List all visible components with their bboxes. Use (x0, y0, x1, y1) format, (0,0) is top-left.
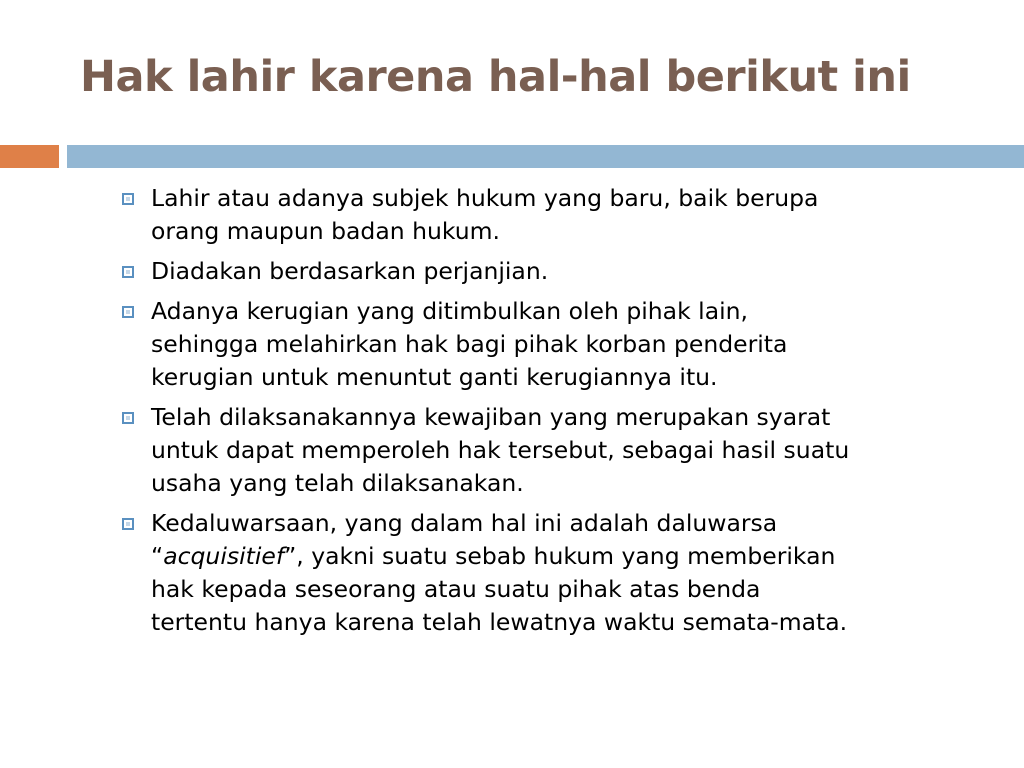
item-text-line: Diadakan berdasarkan perjanjian. (151, 257, 549, 285)
item-text-line: Lahir atau adanya subjek hukum yang baru, baik berupa (151, 184, 819, 212)
item-text-line: Telah dilaksanakannya kewajiban yang merupakan syarat (151, 403, 831, 431)
accent-bar-orange (0, 145, 59, 168)
list-item (118, 295, 978, 394)
slide-title: Hak lahir karena hal-hal berikut ini (80, 52, 911, 102)
item-text-line: Adanya kerugian yang ditimbulkan oleh pihak lain, (151, 297, 748, 325)
item-text-line: Kedaluwarsaan, yang dalam hal ini adalah daluwarsa (151, 509, 778, 537)
square-bullet-icon (122, 193, 134, 205)
list-item (118, 401, 978, 500)
item-text-line-quoted (151, 540, 978, 573)
item-text-line: tertentu hanya karena telah lewatnya waktu semata-mata. (151, 608, 848, 636)
accent-bar-blue (67, 145, 1024, 168)
italic-term: acquisitief (163, 542, 285, 570)
item-text-line: hak kepada seseorang atau suatu pihak atas benda (151, 575, 761, 603)
list-item (118, 507, 978, 639)
quote-open: “ (151, 542, 164, 570)
item-text-line: orang maupun badan hukum. (151, 217, 501, 245)
bullet-list (118, 182, 978, 646)
square-bullet-icon (122, 266, 134, 278)
item-text-line: untuk dapat memperoleh hak tersebut, sebagai hasil suatu (151, 436, 850, 464)
item-text-line: usaha yang telah dilaksanakan. (151, 469, 524, 497)
list-item (118, 255, 978, 288)
quote-close-text: ”, yakni suatu sebab hukum yang memberikan (284, 542, 836, 570)
square-bullet-icon (122, 518, 134, 530)
item-text-line: sehingga melahirkan hak bagi pihak korban penderita (151, 330, 788, 358)
square-bullet-icon (122, 306, 134, 318)
item-text-line: kerugian untuk menuntut ganti kerugiannya itu. (151, 363, 718, 391)
list-item (118, 182, 978, 248)
square-bullet-icon (122, 412, 134, 424)
